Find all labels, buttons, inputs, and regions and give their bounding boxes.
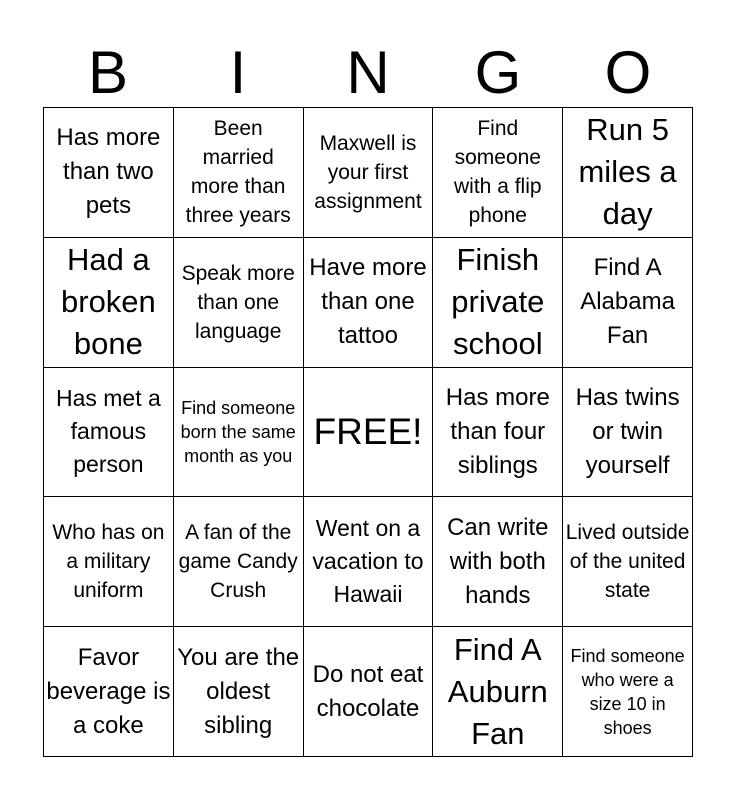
bingo-cell[interactable] <box>563 368 693 498</box>
cell-text: Went on a vacation to Hawaii <box>312 515 424 608</box>
bingo-cell[interactable] <box>563 108 693 238</box>
bingo-cell[interactable] <box>44 627 174 757</box>
bingo-cell[interactable] <box>44 497 174 627</box>
bingo-cell[interactable] <box>304 238 434 368</box>
bingo-cell[interactable] <box>44 368 174 498</box>
cell-text: Had a broken bone <box>61 242 156 362</box>
bingo-cell[interactable] <box>44 108 174 238</box>
bingo-cell[interactable] <box>174 108 304 238</box>
header-letter-n: N <box>346 39 390 106</box>
cell-text: Run 5 miles a day <box>578 112 677 232</box>
cell-text: Speak more than one language <box>181 261 295 343</box>
cell-text: Has more than two pets <box>56 124 161 220</box>
bingo-cell[interactable] <box>563 238 693 368</box>
bingo-cell[interactable] <box>304 627 434 757</box>
cell-text: Favor beverage is a coke <box>46 643 171 739</box>
bingo-cell[interactable] <box>433 627 563 757</box>
cell-text: Finish private school <box>451 242 545 362</box>
cell-text: Do not eat chocolate <box>312 660 424 722</box>
cell-text: Find someone who were a size 10 in shoes <box>570 645 685 738</box>
bingo-cell-free[interactable] <box>304 368 434 498</box>
header-letter-b: B <box>87 39 129 106</box>
cell-text: Lived outside of the united state <box>565 521 690 603</box>
cell-text: Who has on a military uniform <box>52 521 165 603</box>
cell-text: Can write with both hands <box>447 513 549 609</box>
cell-text: Maxwell is your first assignment <box>314 131 422 213</box>
bingo-cell[interactable] <box>174 368 304 498</box>
cell-text: Been married more than three years <box>185 117 291 228</box>
bingo-cell[interactable] <box>563 627 693 757</box>
bingo-cell[interactable] <box>304 108 434 238</box>
bingo-cell[interactable] <box>563 497 693 627</box>
bingo-cell[interactable] <box>433 368 563 498</box>
cell-text: You are the oldest sibling <box>177 643 300 739</box>
bingo-cell[interactable] <box>44 238 174 368</box>
cell-text: Has met a famous person <box>55 385 161 478</box>
header-letter-g: G <box>474 39 522 106</box>
cell-text: Has more than four siblings <box>445 383 550 479</box>
cell-text: Have more than one tattoo <box>309 254 427 350</box>
bingo-cell[interactable] <box>304 497 434 627</box>
cell-text: Find A Auburn Fan <box>447 631 548 751</box>
cell-text: Find A Alabama Fan <box>580 254 675 350</box>
header-letter-o: O <box>604 39 652 106</box>
bingo-cell[interactable] <box>174 627 304 757</box>
bingo-cell[interactable] <box>174 238 304 368</box>
header-letter-i: I <box>229 39 247 106</box>
cell-text: Has twins or twin yourself <box>575 383 680 479</box>
bingo-cell[interactable] <box>433 238 563 368</box>
bingo-cell[interactable] <box>433 497 563 627</box>
cell-text: A fan of the game Candy Crush <box>178 521 298 603</box>
cell-text: Find someone born the same month as you <box>180 397 296 466</box>
bingo-cell[interactable] <box>174 497 304 627</box>
bingo-cell[interactable] <box>433 108 563 238</box>
cell-text: FREE! <box>313 410 423 452</box>
bingo-header <box>43 40 693 106</box>
bingo-card-grid <box>43 107 693 757</box>
cell-text: Find someone with a flip phone <box>454 117 542 228</box>
